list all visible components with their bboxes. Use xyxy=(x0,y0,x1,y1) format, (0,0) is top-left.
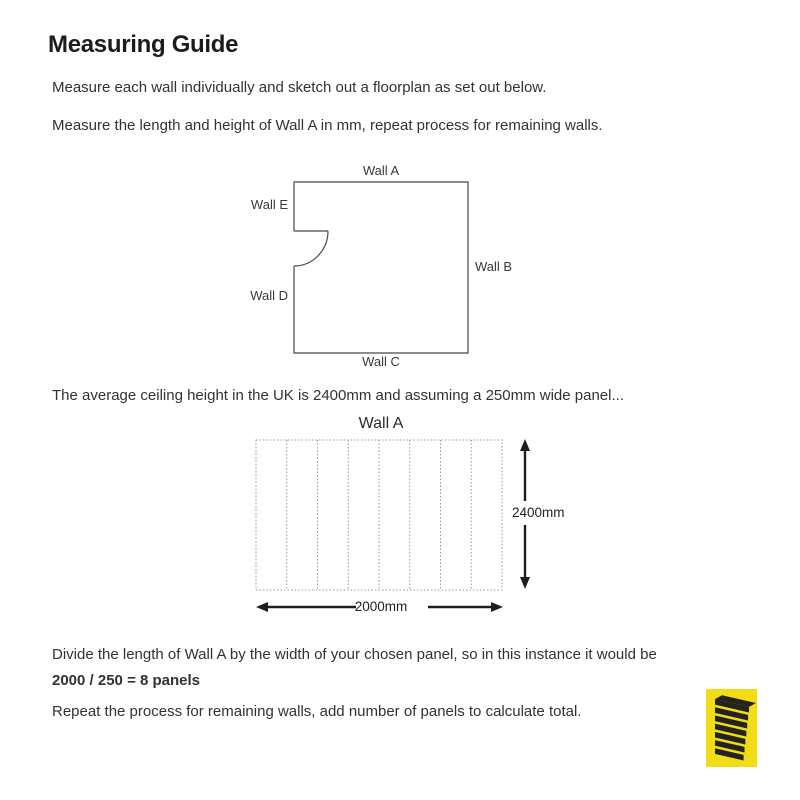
page-title: Measuring Guide xyxy=(48,31,239,58)
divide-text: Divide the length of Wall A by the width of your chosen panel, so in this instance it would be xyxy=(52,646,657,663)
height-arrow-top-head xyxy=(520,439,530,451)
panel-diagram-title: Wall A xyxy=(358,415,404,432)
intro-text: Measure each wall individually and sketch out a floorplan as set out below. xyxy=(52,79,547,96)
floorplan-wall-d-label: Wall D xyxy=(250,288,288,303)
floorplan-wall-c-label: Wall C xyxy=(362,354,400,369)
door-swing-arc xyxy=(294,231,328,266)
width-arrow-left-head xyxy=(256,602,268,612)
width-dimension-label: 2000mm xyxy=(354,599,408,614)
floorplan-wall-a-label: Wall A xyxy=(362,163,400,178)
floorplan-walls xyxy=(294,182,468,353)
floorplan-wall-e-label: Wall E xyxy=(250,197,288,212)
measure-text: Measure the length and height of Wall A in mm, repeat process for remaining walls. xyxy=(52,117,603,134)
width-arrow-right-head xyxy=(491,602,503,612)
panel-diagram-svg xyxy=(240,430,550,620)
height-dimension-label: 2400mm xyxy=(512,505,565,520)
height-arrow-bottom-head xyxy=(520,577,530,589)
repeat-text: Repeat the process for remaining walls, add number of panels to calculate total. xyxy=(52,703,582,720)
floorplan-wall-b-label: Wall B xyxy=(475,259,513,274)
divide-result-text: 2000 / 250 = 8 panels xyxy=(52,672,201,689)
panel-stack-logo xyxy=(706,689,757,767)
ceiling-note-text: The average ceiling height in the UK is 2400mm and assuming a 250mm wide panel... xyxy=(52,387,624,404)
